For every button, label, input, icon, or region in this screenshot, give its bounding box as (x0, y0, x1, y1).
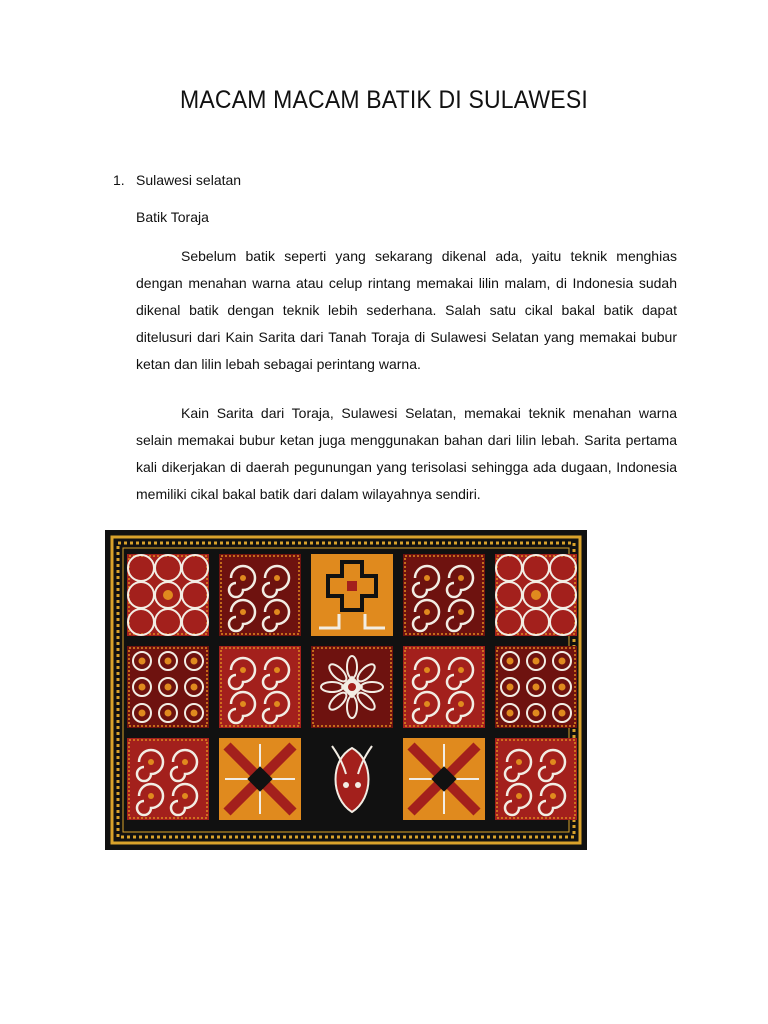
flower-icon (311, 646, 393, 728)
figure-icon (311, 738, 393, 820)
dots-icon (127, 646, 209, 728)
spiral-icon (219, 554, 301, 636)
spiral-icon (495, 738, 577, 820)
circles-icon (495, 554, 577, 636)
spiral-icon (403, 646, 485, 728)
batik-pattern-illustration (105, 530, 587, 850)
page-title: MACAM MACAM BATIK DI SULAWESI (180, 86, 588, 114)
section-heading: Sulawesi selatan (136, 172, 242, 188)
list-number: 1. (113, 172, 125, 188)
spiral-icon (127, 738, 209, 820)
paragraph-2: Kain Sarita dari Toraja, Sulawesi Selatan, memakai teknik menahan warna selain memakai bubur ketan juga menggunakan bahan dari lilin lebah. Sarita pertama kali dikerjakan di daerah pegunungan yang terisolasi sehingga ada dugaan, Indonesia memiliki cikal bakal batik dari dalam wilayahnya sendiri. (136, 405, 677, 502)
lattice-icon (219, 738, 301, 820)
cross-icon (311, 554, 393, 636)
paragraph-1: Sebelum batik seperti yang sekarang dikenal ada, yaitu teknik menghias dengan menahan warna atau celup rintang memakai lilin malam, di Indonesia sudah dikenal batik dengan teknik lebih sederhana. Salah satu cikal bakal batik dapat ditelusuri dari Kain Sarita dari Tanah Toraja di Sulawesi Selatan yang memakai bubur ketan dan lilin lebah sebagai perintang warna. (136, 248, 677, 372)
circles-icon (127, 554, 209, 636)
sub-heading: Batik Toraja (136, 209, 209, 225)
toraja-batik-image (105, 530, 587, 850)
dots-icon (495, 646, 577, 728)
lattice-icon (403, 738, 485, 820)
spiral-icon (219, 646, 301, 728)
spiral-icon (403, 554, 485, 636)
